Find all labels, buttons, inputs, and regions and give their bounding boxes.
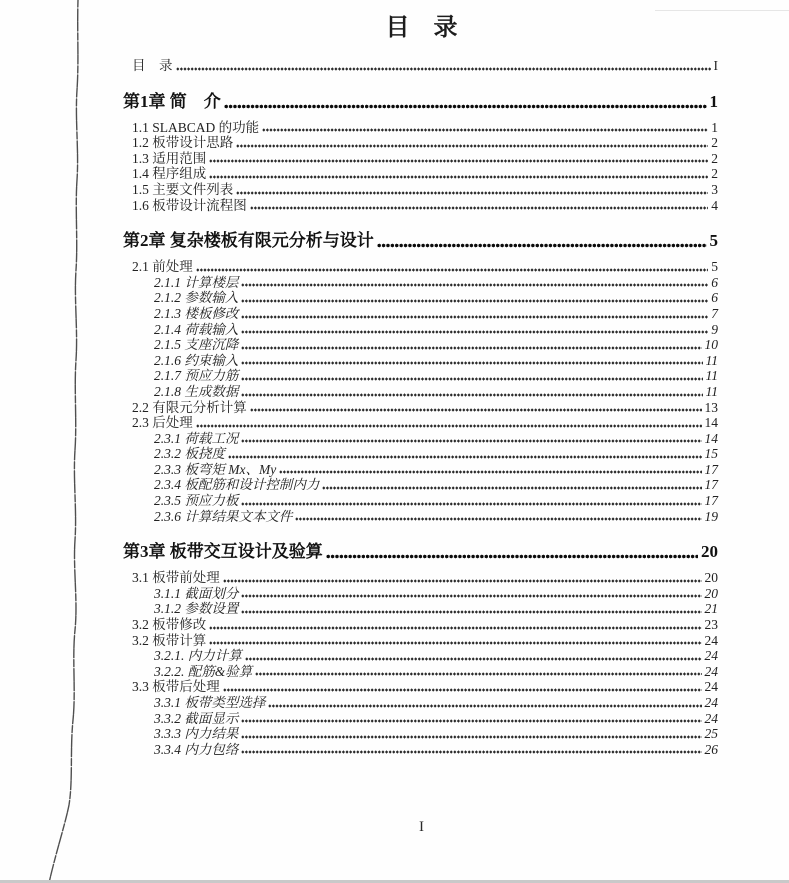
toc-entry <box>125 617 718 633</box>
toc-entry <box>125 230 718 252</box>
toc-entry <box>125 742 718 758</box>
toc-entry-page: 19 <box>704 508 718 524</box>
toc-dot-leader <box>241 750 701 754</box>
toc-dot-leader <box>241 610 701 614</box>
toc-entry-page: 5 <box>709 231 718 251</box>
toc-entry <box>125 275 718 291</box>
toc-entry <box>125 477 718 493</box>
toc-entry-page: 2 <box>711 135 718 151</box>
page-title: 目 录 <box>385 15 458 41</box>
toc-dot-leader <box>241 315 708 319</box>
toc-entry <box>125 322 718 338</box>
toc-entry <box>125 290 718 306</box>
toc-dot-leader <box>223 579 702 583</box>
toc-entry-label: 2.1.1 计算楼层 <box>154 274 239 290</box>
toc-dot-leader <box>209 159 708 163</box>
toc-entry-label: 3.1 板带前处理 <box>132 570 220 586</box>
toc-entry-label: 3.3 板带后处理 <box>132 679 220 695</box>
toc-dot-leader <box>250 206 709 210</box>
toc-entry-page: 2 <box>711 150 718 166</box>
toc-entry-page: 20 <box>704 585 718 601</box>
toc-entry-page: 3 <box>711 181 718 197</box>
toc-dot-leader <box>241 594 701 598</box>
toc-entry-page: 6 <box>711 290 718 306</box>
toc-entry-page: 17 <box>704 493 718 509</box>
toc-entry <box>125 415 718 431</box>
toc-entry-label: 1.4 程序组成 <box>132 166 207 182</box>
toc-entry-page: 1 <box>711 119 718 135</box>
toc-entry-label: 1.5 主要文件列表 <box>132 181 234 197</box>
toc-dot-leader <box>223 688 702 692</box>
toc-entry <box>125 601 718 617</box>
toc-entry-label: 2.3.4 板配筋和设计控制内力 <box>154 477 320 493</box>
toc-entry <box>125 726 718 742</box>
toc-entry <box>125 633 718 649</box>
toc-entry-label: 2.3.6 计算结果文本文件 <box>154 508 293 524</box>
page-content <box>125 0 718 836</box>
toc-entry-label: 2.1.8 生成数据 <box>154 383 239 399</box>
toc-entry-label: 3.3.3 内力结果 <box>154 726 239 742</box>
toc-entry-page: 15 <box>704 446 718 462</box>
toc-dot-leader <box>196 268 709 272</box>
toc-entry-page: 9 <box>711 321 718 337</box>
toc-entry <box>125 151 718 167</box>
toc-dot-leader <box>245 657 702 661</box>
toc-dot-leader <box>224 104 707 109</box>
toc-entry-page: 21 <box>704 601 718 617</box>
toc-entry-label: 3.1.2 参数设置 <box>154 601 239 617</box>
toc-dot-leader <box>241 377 702 381</box>
toc-dot-leader <box>241 439 701 443</box>
toc-entry <box>125 166 718 182</box>
toc-entry-page: 4 <box>711 197 718 213</box>
toc-dot-leader <box>209 641 701 645</box>
toc-entry-page: 13 <box>704 399 718 415</box>
toc-entry-label: 2.3 后处理 <box>132 415 193 431</box>
toc-entry-page: I <box>713 58 718 73</box>
toc-entry-page: 24 <box>704 695 718 710</box>
toc-entry-label: 3.2 板带计算 <box>132 632 207 648</box>
toc-entry-page: 14 <box>704 430 718 446</box>
toc-dot-leader <box>279 470 701 474</box>
toc-entry-page: 11 <box>705 352 718 368</box>
toc-entry-page: 20 <box>704 570 718 586</box>
toc-dot-leader <box>241 393 702 397</box>
footer-page-number: I <box>419 819 424 836</box>
toc-entry <box>125 570 718 586</box>
toc-entry-label: 3.2.2. 配筋&验算 <box>154 663 253 679</box>
toc-entry <box>125 120 718 136</box>
toc-dot-leader <box>236 191 708 195</box>
toc-dot-leader <box>241 735 701 739</box>
toc-entry-label: 1.1 SLABCAD 的功能 <box>132 119 260 135</box>
toc-entry-label: 第3章 板带交互设计及验算 <box>123 542 323 562</box>
toc-entry-label: 2.3.1 荷载工况 <box>154 430 239 446</box>
toc-entry <box>125 664 718 680</box>
toc-entry-label: 2.3.5 预应力板 <box>154 493 239 509</box>
toc-entry <box>125 462 718 478</box>
toc-entry-label: 第1章 简 介 <box>123 91 221 111</box>
toc-entry-label: 2.1.7 预应力筋 <box>154 368 239 384</box>
toc-entry <box>125 198 718 214</box>
toc-entry-label: 2.1.6 约束输入 <box>154 352 239 368</box>
toc-entry <box>125 431 718 447</box>
toc-dot-leader <box>228 455 702 459</box>
toc-dot-leader <box>241 346 701 350</box>
toc-entry-page: 17 <box>704 461 718 477</box>
toc-entry <box>125 353 718 369</box>
toc-entry <box>125 711 718 727</box>
toc-entry-label: 2.1.4 荷载输入 <box>154 321 239 337</box>
toc-entry <box>125 648 718 664</box>
toc-dot-leader <box>262 128 708 132</box>
toc-entry-page: 2 <box>711 166 718 182</box>
toc-entry-label: 3.2.1. 内力计算 <box>154 648 242 664</box>
toc-entry-page: 24 <box>704 710 718 726</box>
toc-entry-page: 23 <box>704 617 718 633</box>
toc-entry-page: 20 <box>701 542 718 562</box>
toc-dot-leader <box>241 502 701 506</box>
toc-entry-page: 7 <box>711 305 718 321</box>
toc-entry <box>125 384 718 400</box>
toc-dot-leader <box>255 672 701 676</box>
toc-entry-label: 2.3.2 板挠度 <box>154 446 225 462</box>
toc-dot-leader <box>268 704 701 708</box>
toc-entry-page: 24 <box>704 632 718 648</box>
toc-entry-page: 24 <box>704 663 718 679</box>
toc-dot-leader <box>209 626 701 630</box>
toc-entry <box>125 541 718 563</box>
toc-dot-leader <box>241 719 701 723</box>
toc-entry-page: 17 <box>704 477 718 493</box>
toc-entry <box>125 135 718 151</box>
toc-entry-label: 1.3 适用范围 <box>132 150 207 166</box>
toc-entry <box>125 400 718 416</box>
toc-entry-page: 24 <box>704 648 718 664</box>
toc-list <box>125 58 718 757</box>
toc-dot-leader <box>241 299 708 303</box>
toc-entry-label: 3.3.1 板带类型选择 <box>154 695 266 710</box>
toc-entry-label: 3.2 板带修改 <box>132 617 207 633</box>
toc-dot-leader <box>241 283 708 287</box>
toc-entry-page: 11 <box>705 368 718 384</box>
toc-entry <box>125 446 718 462</box>
toc-entry-label: 2.1.2 参数输入 <box>154 290 239 306</box>
toc-entry <box>125 337 718 353</box>
toc-entry <box>125 679 718 695</box>
toc-entry <box>125 58 718 74</box>
toc-entry-page: 26 <box>704 741 718 757</box>
toc-entry-page: 11 <box>705 383 718 399</box>
toc-entry-page: 6 <box>711 274 718 290</box>
toc-dot-leader <box>209 175 708 179</box>
toc-entry-page: 14 <box>704 415 718 431</box>
toc-dot-leader <box>377 243 707 248</box>
toc-entry-page: 24 <box>704 679 718 695</box>
toc-entry-page: 10 <box>704 337 718 353</box>
toc-dot-leader <box>322 486 701 490</box>
toc-dot-leader <box>196 424 702 428</box>
scan-edge-line <box>0 0 120 883</box>
toc-dot-leader <box>241 330 708 334</box>
toc-entry <box>125 586 718 602</box>
toc-entry-label: 2.3.3 板弯矩 Mx、My <box>154 461 277 477</box>
toc-entry <box>125 368 718 384</box>
toc-entry <box>125 306 718 322</box>
toc-entry-label: 2.1.5 支座沉降 <box>154 337 239 353</box>
toc-entry-label: 第2章 复杂楼板有限元分析与设计 <box>123 231 374 251</box>
toc-entry-page: 25 <box>704 726 718 742</box>
toc-entry-label: 1.2 板带设计思路 <box>132 135 234 151</box>
toc-entry-label: 2.2 有限元分析计算 <box>132 399 247 415</box>
toc-dot-leader <box>326 554 698 559</box>
toc-dot-leader <box>250 408 702 412</box>
toc-entry <box>125 695 718 711</box>
toc-entry-label: 目 录 <box>132 58 173 73</box>
toc-dot-leader <box>295 517 701 521</box>
toc-entry <box>125 91 718 113</box>
toc-entry-label: 1.6 板带设计流程图 <box>132 197 247 213</box>
toc-dot-leader <box>176 67 711 71</box>
toc-dot-leader <box>236 144 708 148</box>
toc-dot-leader <box>241 361 702 365</box>
toc-entry <box>125 509 718 525</box>
toc-entry <box>125 182 718 198</box>
toc-entry-label: 3.3.4 内力包络 <box>154 741 239 757</box>
toc-entry-label: 2.1 前处理 <box>132 259 193 275</box>
toc-entry-label: 3.1.1 截面划分 <box>154 585 239 601</box>
toc-entry <box>125 259 718 275</box>
toc-entry-label: 3.3.2 截面显示 <box>154 710 239 726</box>
toc-entry-page: 1 <box>709 91 718 111</box>
toc-entry-label: 2.1.3 楼板修改 <box>154 305 239 321</box>
toc-entry-page: 5 <box>711 259 718 275</box>
toc-entry <box>125 493 718 509</box>
